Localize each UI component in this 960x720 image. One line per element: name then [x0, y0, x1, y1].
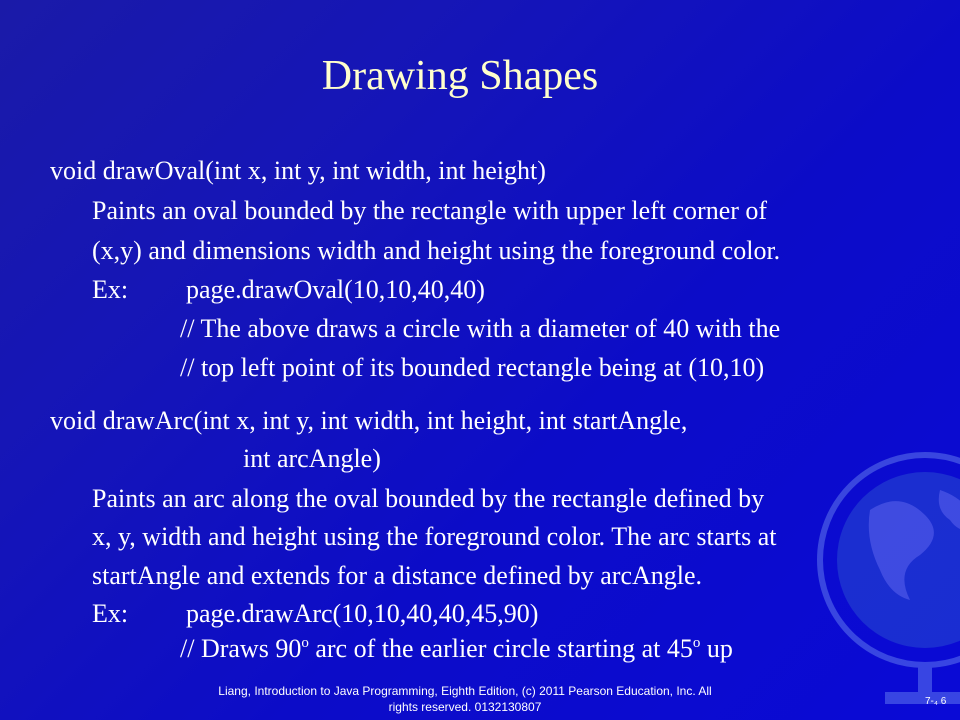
drawoval-comment-line-2: // top left point of its bounded rectangle being at (10,10) [180, 353, 765, 382]
drawoval-signature: void drawOval(int x, int y, int width, int height) [50, 156, 546, 185]
footer-line-1: Liang, Introduction to Java Programming, Eighth Edition, (c) 2011 Pearson Education, Inc. All [218, 684, 712, 698]
drawarc-description-line-1: Paints an arc along the oval bounded by the rectangle defined by [92, 484, 765, 513]
drawoval-example-label: Ex: [92, 275, 129, 304]
drawarc-comment-part-3: up [700, 634, 733, 663]
drawarc-description-line-2: x, y, width and height using the foreground color. The arc starts at [92, 522, 777, 551]
degree-superscript-2: o [692, 635, 701, 651]
drawoval-description-line-1: Paints an oval bounded by the rectangle with upper left corner of [92, 196, 768, 225]
drawarc-signature-line-1: void drawArc(int x, int y, int width, int height, int startAngle, [50, 406, 688, 435]
drawarc-comment-part-2: arc of the earlier circle starting at 45 [308, 634, 693, 663]
page-number: 7-₄ 6 [925, 696, 947, 707]
degree-superscript-1: o [301, 635, 309, 651]
footer-copyright [160, 683, 770, 715]
drawarc-example-label: Ex: [92, 599, 129, 628]
drawoval-comment-line-1: // The above draws a circle with a diameter of 40 with the [180, 314, 781, 343]
drawoval-description-line-2: (x,y) and dimensions width and height using the foreground color. [92, 236, 781, 265]
drawarc-example-code: page.drawArc(10,10,40,40,45,90) [186, 599, 539, 628]
drawarc-signature-line-2: int arcAngle) [243, 444, 381, 473]
drawarc-description-line-3: startAngle and extends for a distance defined by arcAngle. [92, 561, 703, 590]
footer-line-2: rights reserved. 0132130807 [388, 700, 542, 714]
slide-title: Drawing Shapes [321, 53, 599, 99]
drawoval-example-code: page.drawOval(10,10,40,40) [186, 275, 485, 304]
globe-icon [810, 420, 960, 720]
drawarc-comment-part-1: // Draws 90 [180, 634, 302, 663]
drawarc-comment [180, 636, 733, 662]
